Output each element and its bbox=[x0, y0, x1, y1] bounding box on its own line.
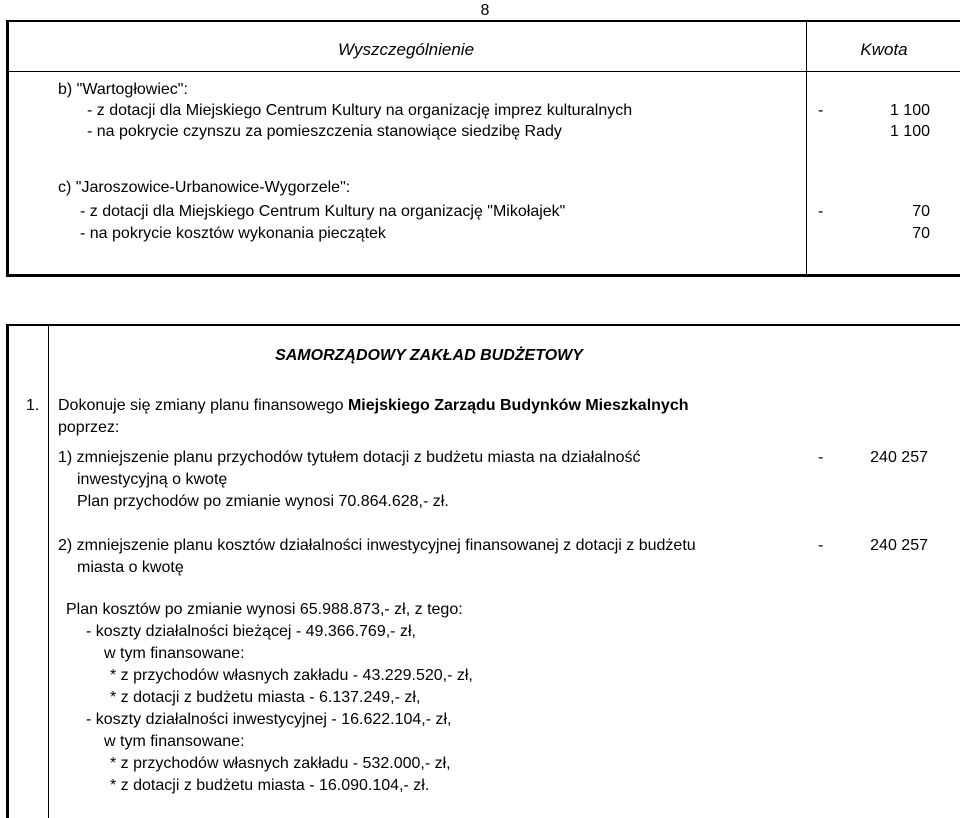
item1-sign: - bbox=[818, 449, 824, 466]
number-column-divider bbox=[48, 324, 49, 818]
item-number: 1. bbox=[26, 397, 40, 414]
section-c-title: c) "Jaroszowice-Urbanowice-Wygorzele": bbox=[58, 179, 351, 196]
plan-line: w tym finansowane: bbox=[104, 733, 245, 750]
section-b-item-amount: 1 100 bbox=[889, 102, 930, 119]
item1-line1: 1) zmniejszenie planu przychodów tytułem dotacji z budżetu miasta na działalność bbox=[58, 449, 641, 466]
plan-line: Plan kosztów po zmianie wynosi 65.988.873,- zł, z tego: bbox=[66, 601, 463, 618]
item2-line1: 2) zmniejszenie planu kosztów działalności inwestycyjnej finansowanej z dotacji z budżetu bbox=[58, 537, 696, 554]
table-column-divider bbox=[806, 20, 807, 277]
section-c-item-text: - na pokrycie kosztów wykonania pieczątek bbox=[80, 225, 386, 242]
intro-prefix: Dokonuje się zmiany planu finansowego bbox=[58, 397, 348, 414]
section-b-title: b) "Wartogłowiec": bbox=[58, 81, 188, 98]
table-header-divider bbox=[6, 71, 960, 72]
section-b-item-text: - na pokrycie czynszu za pomieszczenia stanowiące siedzibę Rady bbox=[87, 123, 562, 140]
plan-line: * z przychodów własnych zakładu - 43.229.520,- zł, bbox=[110, 667, 473, 684]
section-b-item-sign: - bbox=[818, 102, 824, 119]
intro-line-2: poprzez: bbox=[58, 419, 120, 436]
intro-line bbox=[58, 396, 688, 416]
section-c-item-amount: 70 bbox=[912, 203, 930, 220]
table-header-amount: Kwota bbox=[860, 40, 908, 59]
plan-line: - koszty działalności bieżącej - 49.366.769,- zł, bbox=[86, 623, 416, 640]
table-header-description: Wyszczególnienie bbox=[337, 40, 475, 59]
item2-line2: miasta o kwotę bbox=[77, 559, 184, 576]
page-number: 8 bbox=[480, 2, 490, 19]
item2-sign: - bbox=[818, 537, 824, 554]
intro-unit-name: Miejskiego Zarządu Budynków Mieszkalnych bbox=[347, 397, 689, 414]
section-c-item-text: - z dotacji dla Miejskiego Centrum Kultury na organizację "Mikołajek" bbox=[80, 203, 566, 220]
plan-line: w tym finansowane: bbox=[104, 645, 245, 662]
section-b-item-amount: 1 100 bbox=[889, 123, 930, 140]
item1-line2: inwestycyjną o kwotę bbox=[77, 471, 228, 488]
plan-line: * z dotacji z budżetu miasta - 16.090.104,- zł. bbox=[110, 777, 430, 794]
plan-line: * z przychodów własnych zakładu - 532.000,- zł, bbox=[110, 755, 451, 772]
section-b-item-text: - z dotacji dla Miejskiego Centrum Kultury na organizację imprez kulturalnych bbox=[87, 102, 633, 119]
item1-amount: 240 257 bbox=[870, 449, 928, 466]
item2-amount: 240 257 bbox=[870, 537, 928, 554]
section-c-item-amount: 70 bbox=[912, 225, 930, 242]
item1-line3: Plan przychodów po zmianie wynosi 70.864.628,- zł. bbox=[77, 493, 449, 510]
section-title: SAMORZĄDOWY ZAKŁAD BUDŻETOWY bbox=[275, 347, 583, 364]
section-c-item-sign: - bbox=[818, 203, 824, 220]
plan-line: * z dotacji z budżetu miasta - 6.137.249,- zł, bbox=[110, 689, 421, 706]
plan-line: - koszty działalności inwestycyjnej - 16.622.104,- zł, bbox=[86, 711, 452, 728]
